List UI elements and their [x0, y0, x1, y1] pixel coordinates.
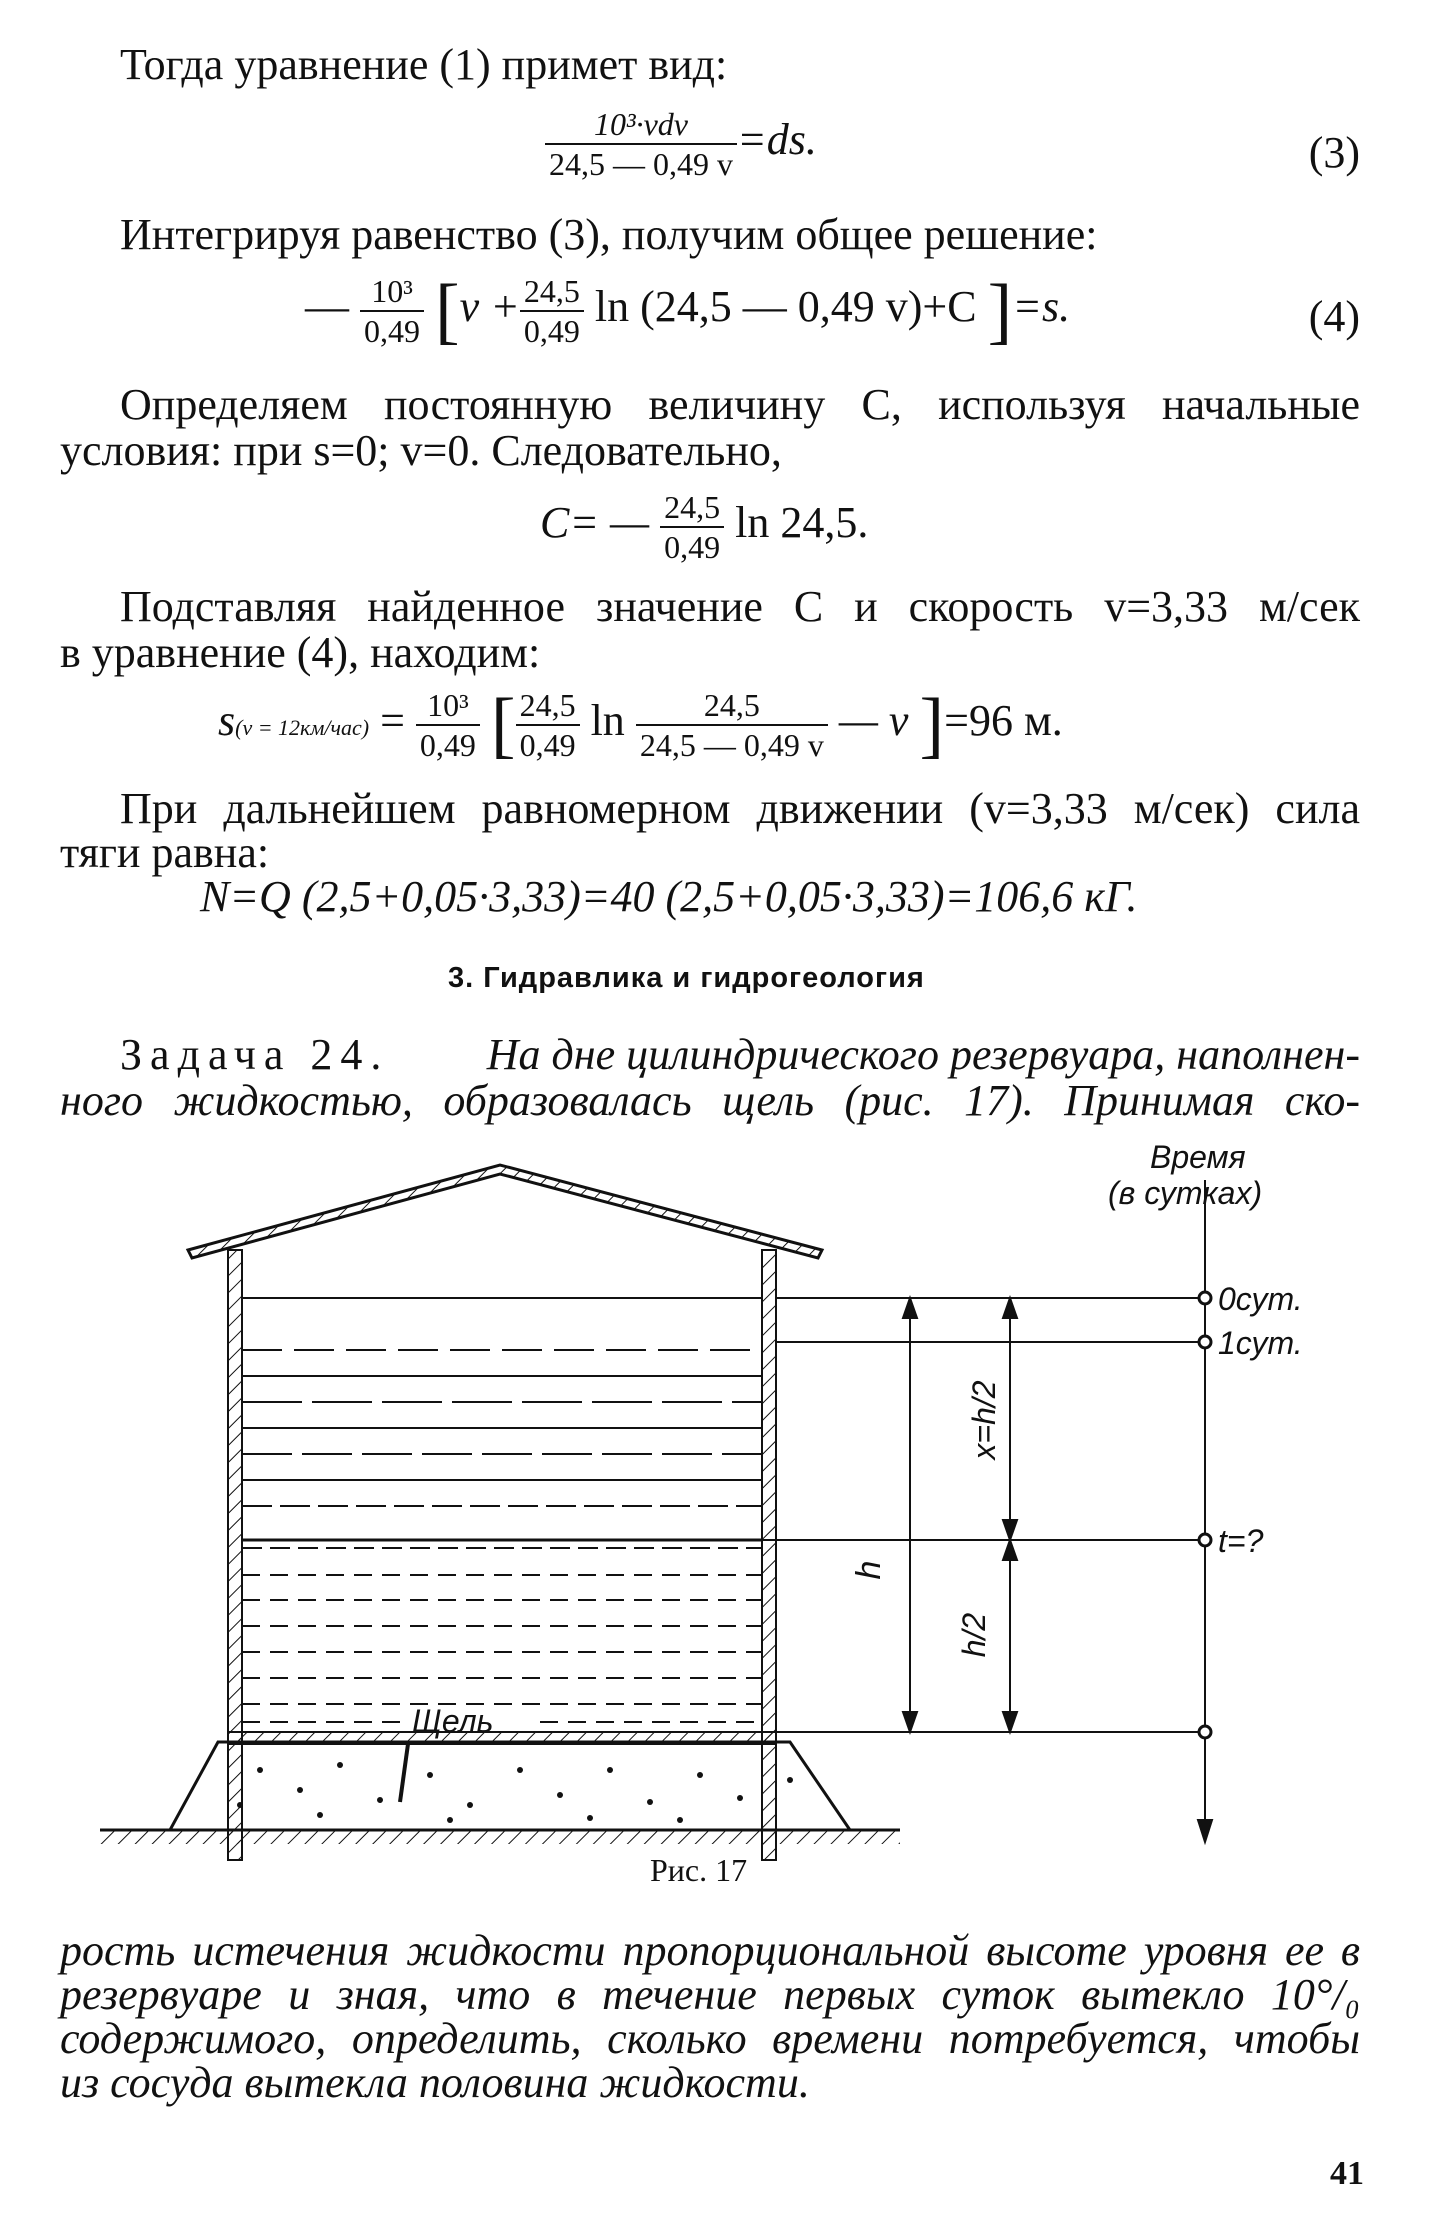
equation-s-fraction-2: [516, 686, 580, 764]
equation-s-eq: =: [380, 696, 405, 746]
equation-s-left-bracket: [: [490, 684, 516, 766]
page-number: 41: [1330, 2155, 1364, 2192]
time-axis-subtitle: (в сутках): [1108, 1175, 1263, 1211]
equation-s-ln: ln: [590, 696, 625, 746]
tick-t-unknown: t=?: [1218, 1523, 1264, 1559]
equation-4-f2-num: 24,5: [520, 272, 584, 312]
equation-s-f3-den: 24,5 — 0,49 v: [639, 727, 824, 763]
equation-3-denominator: 24,5 — 0,49 v: [549, 146, 733, 182]
level-lines: [242, 1298, 1205, 1732]
equation-3-fraction: [545, 105, 737, 183]
equation-3-rhs: =ds.: [737, 115, 817, 165]
equation-n: N=Q (2,5+0,05·3,33)=40 (2,5+0,05·3,33)=106,6 кГ.: [200, 872, 1138, 921]
equation-s-subscript: (v = 12км/час): [235, 715, 370, 741]
equation-c-fraction: [660, 488, 724, 566]
task-text-1: На дне цилиндрического резервуара, наполнен-: [486, 1030, 1360, 1079]
liquid: [242, 1298, 762, 1722]
paragraph-traction-line-1: При дальнейшем равномерном движении (v=3,33 м/сек) сила: [120, 784, 1360, 833]
equation-4-v: v +: [459, 282, 520, 332]
task-line-1: [120, 1030, 1360, 1080]
equation-s-f2-den: 0,49: [519, 727, 576, 763]
equation-s: [218, 686, 1063, 764]
equation-4-fraction-1: [360, 272, 424, 350]
equation-4-number: (4): [1308, 292, 1360, 341]
paragraph-traction-line-2: тяги равна:: [60, 828, 270, 877]
label-half-h: h/2: [956, 1612, 992, 1658]
equation-c-num: 24,5: [660, 488, 724, 528]
foundation: [170, 1742, 850, 1830]
equation-s-f2-num: 24,5: [516, 686, 580, 726]
half-height-arrows: [1003, 1298, 1017, 1732]
equation-s-lhs: s: [218, 696, 236, 746]
paragraph-constant-line-1: Определяем постоянную величину C, используя начальные: [120, 380, 1360, 429]
label-h: h: [850, 1560, 888, 1580]
paragraph-integration: Интегрируя равенство (3), получим общее решение:: [120, 210, 1098, 259]
equation-3-numerator: 10³·vdv: [545, 105, 737, 145]
section-heading: 3. Гидравлика и гидрогеология: [448, 962, 925, 994]
task-label: Задача 24.: [120, 1030, 390, 1079]
equation-4-left-bracket: [: [435, 270, 460, 352]
roof: [188, 1165, 822, 1258]
equation-s-f1-num: 10³: [416, 686, 480, 726]
equation-3: [545, 105, 817, 183]
paragraph-constant-line-2: условия: при s=0; v=0. Следовательно,: [60, 426, 782, 475]
equation-4-right-bracket: ]: [987, 270, 1013, 352]
slit-label: Щель: [412, 1703, 494, 1739]
paragraph-substitute-line-1: Подставляя найденное значение C и скорость v=3,33 м/сек: [120, 582, 1360, 631]
slit-mark: [400, 1744, 408, 1802]
time-axis-title: Время: [1150, 1139, 1246, 1175]
equation-s-rhs: =96 м.: [944, 696, 1063, 746]
equation-c-lhs: C= —: [540, 498, 650, 548]
tank-right-wall: [762, 1250, 776, 1860]
equation-c: [540, 488, 868, 566]
equation-s-tail: — v: [838, 696, 909, 746]
equation-c-den: 0,49: [664, 529, 721, 565]
height-h-arrow: [903, 1298, 917, 1732]
equation-s-fraction-1: [416, 686, 480, 764]
equation-4-rhs: =s.: [1012, 282, 1071, 332]
equation-4: [305, 272, 1070, 350]
tank-left-wall: [228, 1250, 242, 1860]
foundation-gravel: [237, 1762, 793, 1823]
equation-4-f2-den: 0,49: [523, 313, 580, 349]
time-axis: [1198, 1180, 1212, 1842]
tick-1-day: 1сут.: [1218, 1325, 1303, 1361]
task-line-2: ного жидкостью, образовалась щель (рис. 17). Принимая ско-: [60, 1076, 1360, 1125]
ground: [100, 1830, 900, 1844]
equation-4-f1-num: 10³: [360, 272, 424, 312]
equation-4-minus: —: [305, 282, 349, 332]
equation-s-fraction-3: [636, 686, 828, 764]
equation-s-f3-num: 24,5: [636, 686, 828, 726]
paragraph-substitute-line-2: в уравнение (4), находим:: [60, 628, 541, 677]
equation-3-number: (3): [1308, 128, 1360, 177]
continuation-line-4: из сосуда вытекла половина жидкости.: [60, 2058, 810, 2107]
paragraph-intro: Тогда уравнение (1) примет вид:: [120, 40, 728, 89]
figure-caption: Рис. 17: [650, 1852, 748, 1888]
continuation-line-2: резервуаре и зная, что в течение первых суток вытекло 10°/₀: [60, 1970, 1360, 2019]
figure-17: [0, 1130, 1440, 1870]
equation-s-right-bracket: ]: [919, 684, 945, 766]
continuation-line-3: содержимого, определить, сколько времени потребуется, чтобы: [60, 2014, 1360, 2063]
equation-4-log: ln (24,5 — 0,49 v)+C: [594, 282, 977, 332]
equation-s-f1-den: 0,49: [419, 727, 476, 763]
label-x-half-h: x=h/2: [966, 1380, 1002, 1460]
equation-4-fraction-2: [520, 272, 584, 350]
equation-c-rhs: ln 24,5.: [735, 498, 869, 548]
equation-4-f1-den: 0,49: [364, 313, 420, 349]
tick-0-days: 0сут.: [1218, 1281, 1303, 1317]
continuation-line-1: рость истечения жидкости пропорциональной высоте уровня ее в: [60, 1926, 1360, 1975]
